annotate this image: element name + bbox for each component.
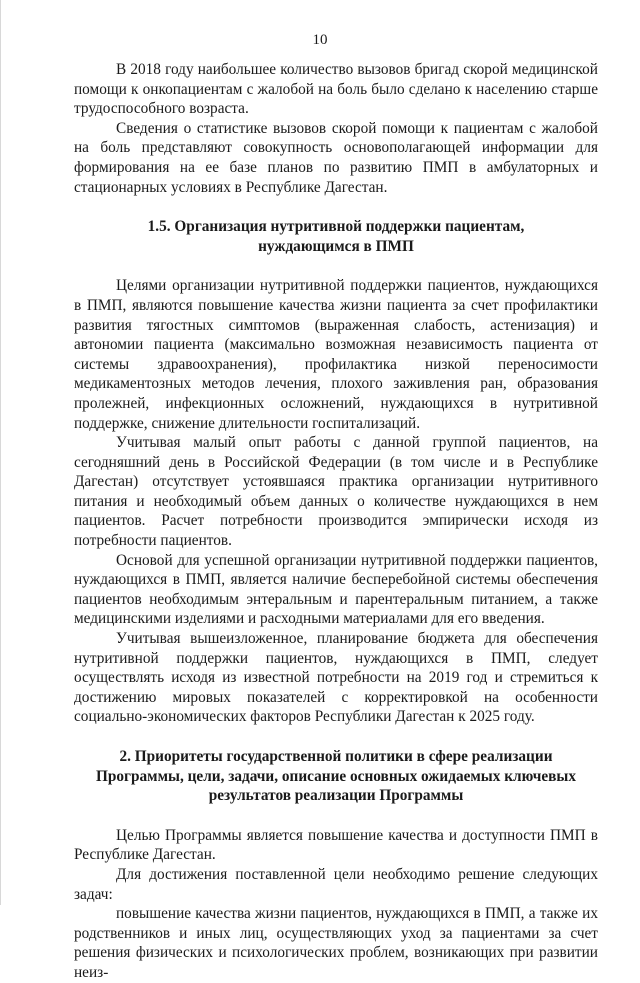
paragraph-nutrition-basis: Основой для успешной организации нутритивной поддержки пациентов, нуждающихся в ПМП, является наличие бесперебойной системы обеспечения пациентов необходимым энтеральным и парентеральным питанием, а также медицинскими изделиями и расходными материалами для его введения. — [74, 551, 598, 628]
section-2-title-line3: результатов реализации Программы — [208, 787, 464, 805]
paragraph-nutrition-budget: Учитывая вышеизложенное, планирование бюджета для обеспечения нутритивной поддержки пациентов, нуждающихся в ПМП, следует осуществлять исходя из известной потребности на 2019 год и стремиться к достижению мировых показателей с корректировкой на особенности социально-экономических факторов Республики Дагестан к 2025 году. — [74, 630, 598, 726]
document-body — [74, 60, 598, 983]
paragraph-program-goal: Целью Программы является повышение качества и доступности ПМП в Республике Дагестан. — [74, 826, 598, 864]
section-2-heading — [74, 747, 598, 806]
paragraph-nutrition-goals: Целями организации нутритивной поддержки пациентов, нуждающихся в ПМП, являются повышение качества жизни пациента за счет профилактики развития тягостных симптомов (выраженная слабость, астенизация) и автономии пациента (максимально возможная независимость пациента от системы здравоохранения), профилактика низкой переносимости медикаментозных методов лечения, плохого заживления ран, образования пролежней, инфекционных осложнений, нуждающихся в нутритивной поддержке, снижение длительности госпитализаций. — [74, 277, 598, 432]
paragraph-nutrition-experience: Учитывая малый опыт работы с данной группой пациентов, на сегодняшний день в Российской Федерации (в том числе и в Республике Дагестан) отсутствует устоявшаяся практика организации нутритивного питания и необходимый объем данных о количестве нуждающихся в нем пациентов. Расчет потребности производится эмпирически исходя из потребности пациентов. — [74, 434, 598, 550]
page-edge — [0, 0, 1, 905]
paragraph-ambulance-statistics: Сведения о статистике вызовов скорой помощи к пациентам с жалобой на боль представляют совокупность основополагающей информации для формирования на ее базе планов по развитию ПМП в амбулаторных и стационарных условиях в Республике Дагестан. — [74, 119, 598, 196]
paragraph-ambulance-2018: В 2018 году наибольшее количество вызовов бригад скорой медицинской помощи к онкопациентам с жалобой на боль было сделано к населению старше трудоспособного возраста. — [74, 61, 598, 118]
page-number: 10 — [312, 32, 328, 48]
paragraph-program-tasks-intro: Для достижения поставленной цели необходимо решение следующих задач: — [74, 865, 598, 903]
section-1-5-title-line2: нуждающимся в ПМП — [258, 237, 414, 255]
section-2-title-line2: Программы, цели, задачи, описание основных ожидаемых ключевых — [96, 767, 576, 785]
paragraph-program-task-1: повышение качества жизни пациентов, нуждающихся в ПМП, а также их родственников и иных лиц, осуществляющих уход за пациентами за счет решения физических и психологических проблем, возникающих при развитии неиз- — [74, 905, 598, 981]
section-2-title-line1: 2. Приоритеты государственной политики в сфере реализации — [119, 748, 553, 765]
section-1-5-heading — [74, 217, 598, 256]
section-1-5-title-line1: 1.5. Организация нутритивной поддержки пациентам, — [147, 218, 525, 236]
